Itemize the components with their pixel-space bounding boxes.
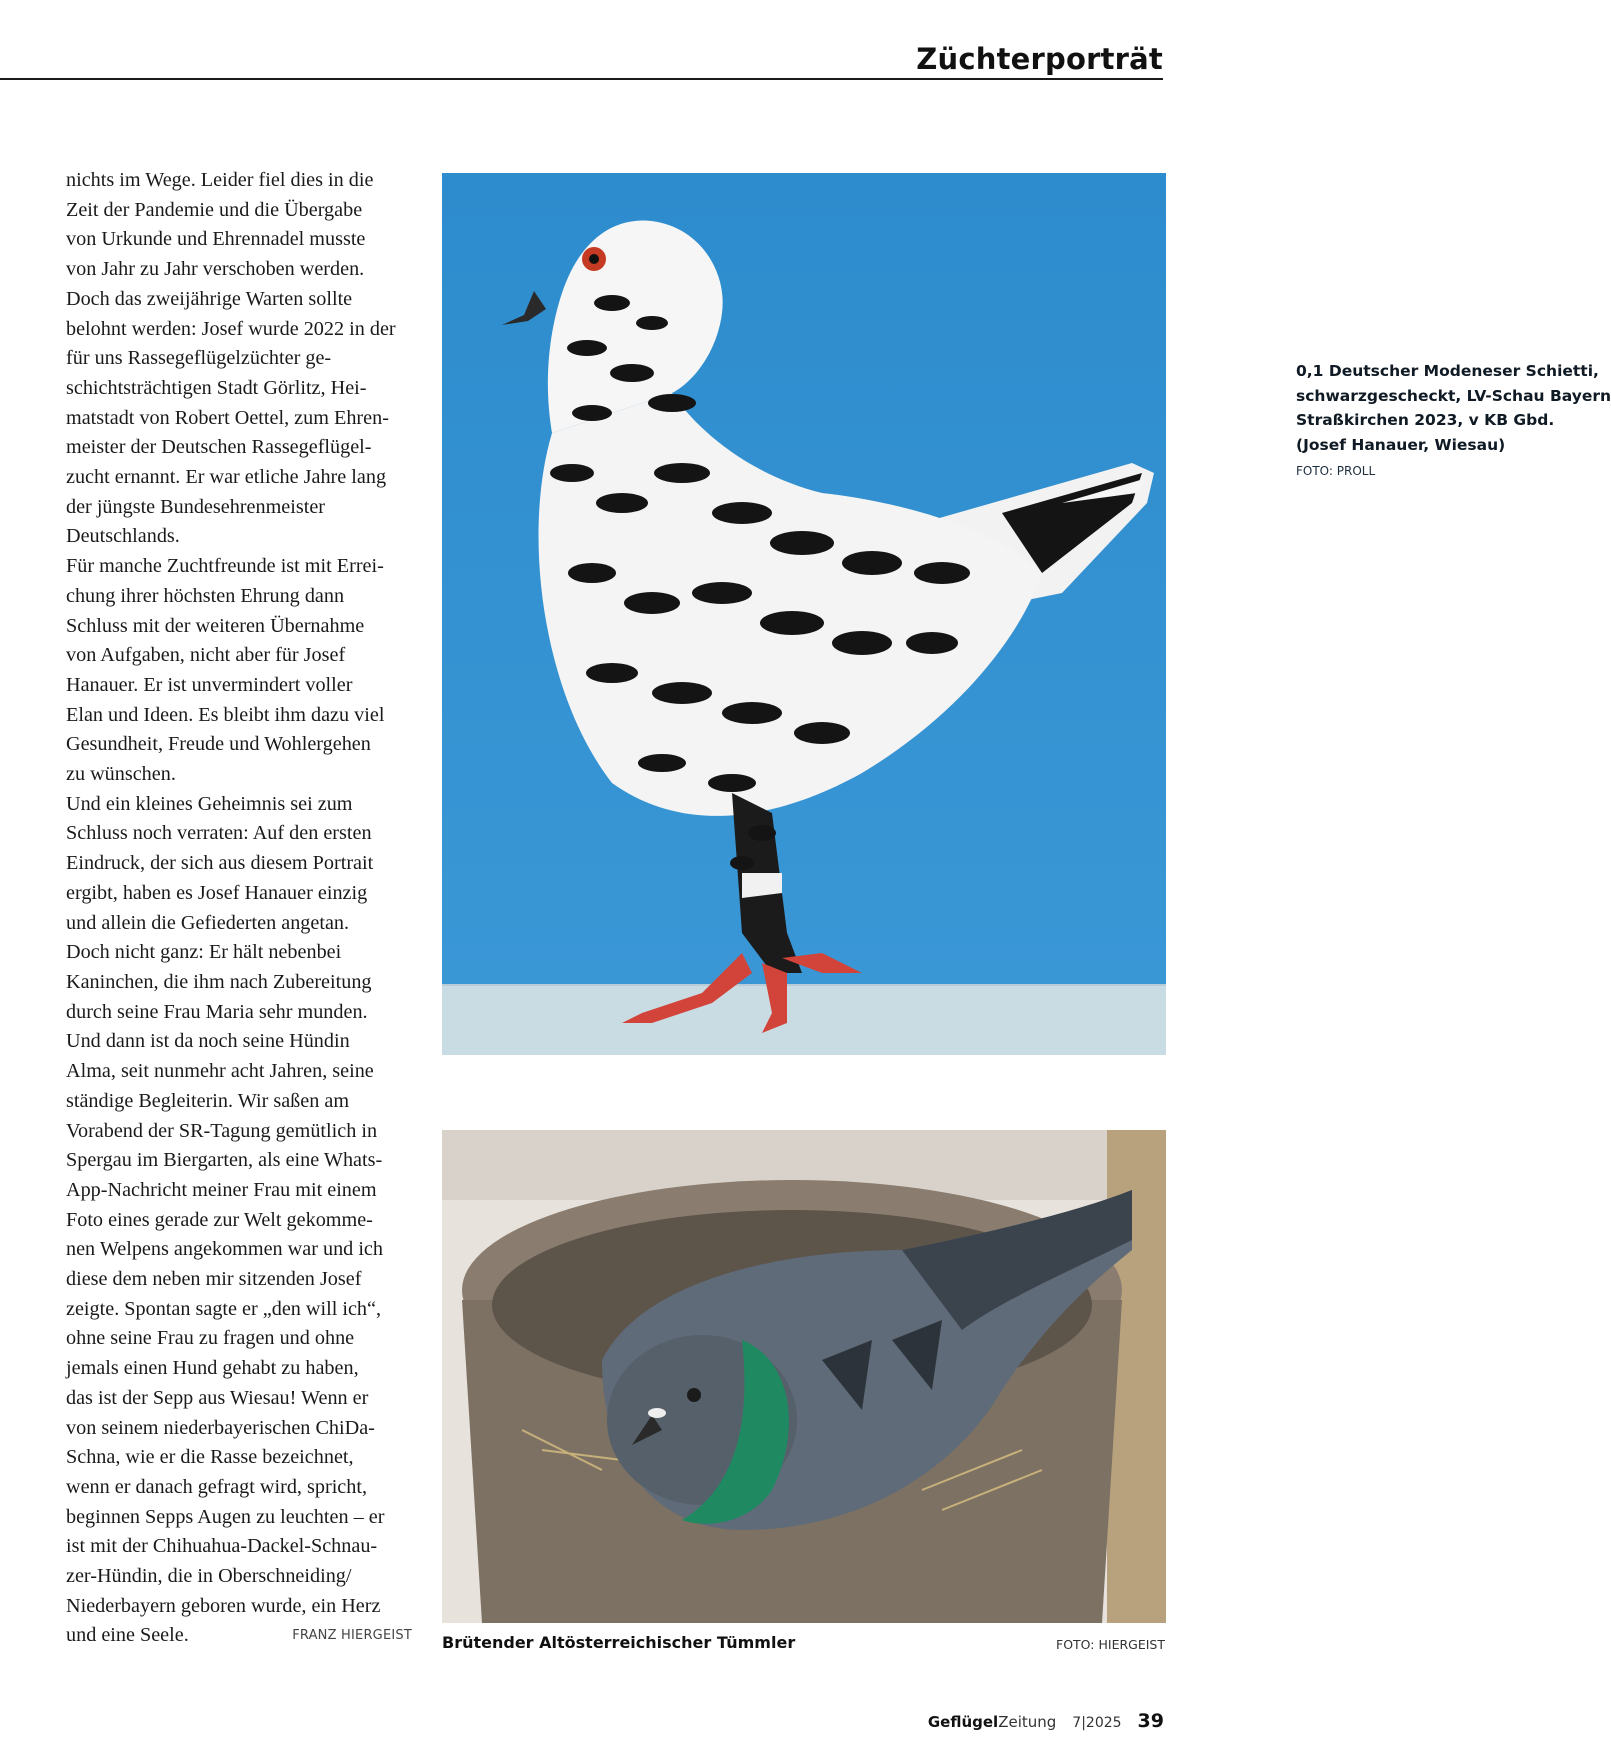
article-body xyxy=(66,166,416,1651)
article-line: von seinem niederbayerischen ChiDa- xyxy=(66,1416,375,1439)
article-line: Doch das zweijährige Warten sollte xyxy=(66,287,353,310)
article-line: zer-Hündin, die in Oberschneiding/ xyxy=(66,1565,352,1588)
page-footer xyxy=(928,1710,1164,1732)
photo-altoesterreichischer-tuemmler xyxy=(442,1130,1166,1623)
article-last-text: und eine Seele. xyxy=(66,1624,189,1647)
article-line: Zeit der Pandemie und die Übergabe xyxy=(66,198,363,221)
article-line: Für manche Zuchtfreunde ist mit Errei- xyxy=(66,555,384,578)
author-credit: FRANZ HIERGEIST xyxy=(292,1628,412,1644)
article-line: jemals einen Hund gehabt zu haben, xyxy=(66,1357,359,1380)
article-line: Elan und Ideen. Es bleibt ihm dazu viel xyxy=(66,703,385,726)
article-line: für uns Rassegeflügelzüchter ge- xyxy=(66,347,332,370)
section-title: Züchterporträt xyxy=(916,42,1163,76)
photo-top-caption xyxy=(1296,359,1611,484)
article-line: zucht ernannt. Er war etliche Jahre lang xyxy=(66,466,387,489)
issue-number: 7|2025 xyxy=(1072,1715,1122,1731)
article-line: Und ein kleines Geheimnis sei zum xyxy=(66,792,353,815)
article-line: zeigte. Spontan sagte er „den will ich“, xyxy=(66,1297,382,1320)
magazine-name xyxy=(928,1712,1056,1731)
article-line: wenn er danach gefragt wird, spricht, xyxy=(66,1475,368,1498)
article-line: Foto eines gerade zur Welt gekomme- xyxy=(66,1208,373,1231)
article-line: Spergau im Biergarten, als eine Whats- xyxy=(66,1149,383,1172)
caption-line: (Josef Hanauer, Wiesau) xyxy=(1296,435,1506,454)
article-line: Deutschlands. xyxy=(66,525,180,548)
article-line: Schna, wie er die Rasse bezeichnet, xyxy=(66,1446,354,1469)
caption-line: Straßkirchen 2023, v KB Gbd. xyxy=(1296,411,1555,429)
photo-top-credit: FOTO: PROLL xyxy=(1296,464,1376,478)
page-number: 39 xyxy=(1137,1710,1164,1732)
article-line: chung ihrer höchsten Ehrung dann xyxy=(66,584,345,607)
article-line: der jüngste Bundesehrenmeister xyxy=(66,495,325,518)
article-line: schichtsträchtigen Stadt Görlitz, Hei- xyxy=(66,376,367,399)
article-line: Hanauer. Er ist unvermindert voller xyxy=(66,673,353,696)
article-line: das ist der Sepp aus Wiesau! Wenn er xyxy=(66,1386,369,1409)
article-line: diese dem neben mir sitzenden Josef xyxy=(66,1268,362,1291)
article-line: Schluss noch verraten: Auf den ersten xyxy=(66,822,372,845)
article-line: matstadt von Robert Oettel, zum Ehren- xyxy=(66,406,389,429)
article-line: von Jahr zu Jahr verschoben werden. xyxy=(66,258,365,281)
article-line: durch seine Frau Maria sehr munden. xyxy=(66,1000,368,1023)
article-line: meister der Deutschen Rassegeflügel- xyxy=(66,436,372,459)
article-line: zu wünschen. xyxy=(66,763,176,786)
article-line: Niederbayern geboren wurde, ein Herz xyxy=(66,1594,381,1617)
article-line: belohnt werden: Josef wurde 2022 in der xyxy=(66,317,396,340)
magazine-name-bold: Geflügel xyxy=(927,1713,999,1731)
header-rule xyxy=(0,78,1163,80)
article-line: Kaninchen, die ihm nach Zubereitung xyxy=(66,970,372,993)
magazine-name-light: Zeitung xyxy=(998,1713,1057,1731)
article-line: nen Welpens angekommen war und ich xyxy=(66,1238,383,1261)
article-line: App-Nachricht meiner Frau mit einem xyxy=(66,1178,377,1201)
article-line: Alma, seit nunmehr acht Jahren, seine xyxy=(66,1060,374,1083)
article-line: von Urkunde und Ehrennadel musste xyxy=(66,228,366,251)
article-line: beginnen Sepps Augen zu leuchten – er xyxy=(66,1505,385,1528)
article-line: Schluss mit der weiteren Übernahme xyxy=(66,614,365,637)
article-line: und allein die Gefiederten angetan. xyxy=(66,911,350,934)
article-line: ohne seine Frau zu fragen und ohne xyxy=(66,1327,355,1350)
caption-line: schwarzgescheckt, LV-Schau Bayern xyxy=(1296,386,1611,405)
article-line: Doch nicht ganz: Er hält nebenbei xyxy=(66,941,342,964)
article-line: Vorabend der SR-Tagung gemütlich in xyxy=(66,1119,378,1142)
article-line: Eindruck, der sich aus diesem Portrait xyxy=(66,852,374,875)
photo-bottom-credit: FOTO: HIERGEIST xyxy=(1056,1637,1165,1652)
article-line: ergibt, haben es Josef Hanauer einzig xyxy=(66,881,368,904)
caption-line: 0,1 Deutscher Modeneser Schietti, xyxy=(1296,362,1599,380)
article-line: nichts im Wege. Leider fiel dies in die xyxy=(66,169,374,191)
photo-bottom-caption: Brütender Altösterreichischer Tümmler xyxy=(442,1633,796,1652)
article-line: Gesundheit, Freude und Wohlergehen xyxy=(66,733,371,756)
article-line: ständige Begleiterin. Wir saßen am xyxy=(66,1089,350,1112)
article-line: ist mit der Chihuahua-Dackel-Schnau- xyxy=(66,1535,378,1558)
photo-modeneser-schietti xyxy=(442,173,1611,1055)
article-line: von Aufgaben, nicht aber für Josef xyxy=(66,644,346,667)
article-line: Und dann ist da noch seine Hündin xyxy=(66,1030,350,1053)
article-last-line xyxy=(66,1621,412,1651)
